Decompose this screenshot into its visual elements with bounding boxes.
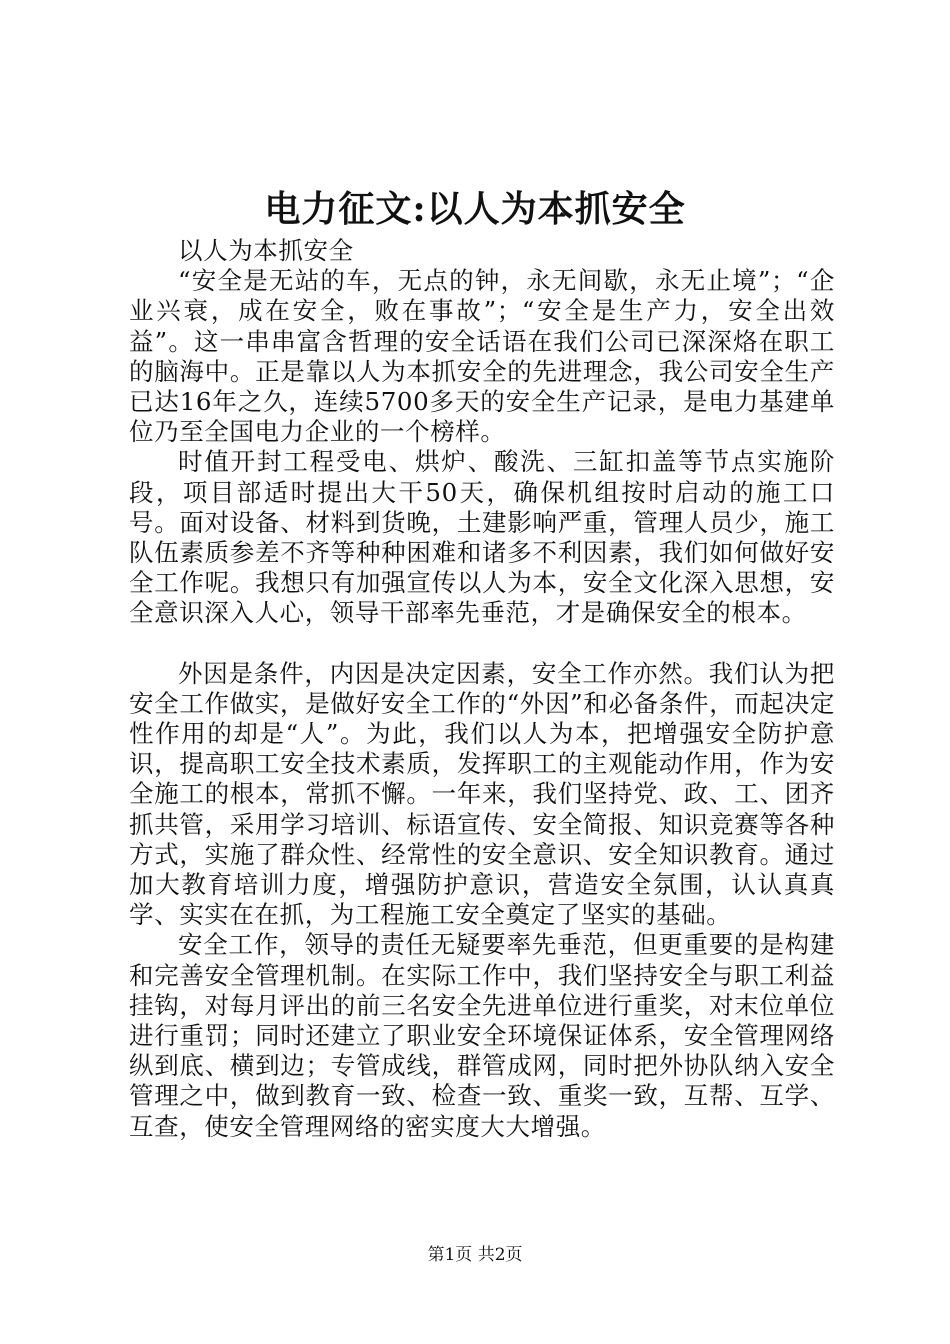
document-title: 电力征文:以人为本抓安全 (264, 188, 686, 230)
paragraph: 外因是条件，内因是决定因素，安全工作亦然。我们认为把安全工作做实，是做好安全工作的“外因”和必备条件，而起决定性作用的却是“人”。为此，我们以人为本，把增强安全防护意识，提高职工安全技术素质，发挥职工的主观能动作用，作为安全施工的根本，常抓不懈。一年来，我们坚持党、政、工、团齐抓共管，采用学习培训、标语宣传、安全简报、知识竞赛等各种方式，实施了群众性、经常性的安全意识、安全知识教育。通过加大教育培训力度，增强防护意识，营造安全氛围，认认真真学、实实在在抓，为工程施工安全奠定了坚实的基础。 (129, 658, 835, 930)
document-body (129, 236, 835, 1142)
document-subtitle: 以人为本抓安全 (178, 236, 354, 265)
paragraph: 时值开封工程受电、烘炉、酸洗、三缸扣盖等节点实施阶段，项目部适时提出大干50天，确保机组按时启动的施工口号。面对设备、材料到货晚，土建影响严重，管理人员少，施工队伍素质参差不齐等种种困难和诸多不利因素，我们如何做好安全工作呢。我想只有加强宣传以人为本，安全文化深入思想，安全意识深入人心，领导干部率先垂范，才是确保安全的根本。 (129, 447, 835, 628)
paragraph: “安全是无站的车，无点的钟，永无间歇，永无止境”；“企业兴衰，成在安全，败在事故”；“安全是生产力，安全出效益”。这一串串富含哲理的安全话语在我们公司已深深烙在职工的脑海中。正是靠以人为本抓安全的先进理念，我公司安全生产已达16年之久，连续5700多天的安全生产记录，是电力基建单位乃至全国电力企业的一个榜样。 (129, 266, 835, 447)
page-footer: 第1页 共2页 (427, 1245, 523, 1265)
paragraph: 安全工作，领导的责任无疑要率先垂范，但更重要的是构建和完善安全管理机制。在实际工作中，我们坚持安全与职工利益挂钩，对每月评出的前三名安全先进单位进行重奖，对末位单位进行重罚；同时还建立了职业安全环境保证体系，安全管理网络纵到底、横到边；专管成线，群管成网，同时把外协队纳入安全管理之中，做到教育一致、检查一致、重奖一致，互帮、互学、互查，使安全管理网络的密实度大大增强。 (129, 930, 835, 1141)
